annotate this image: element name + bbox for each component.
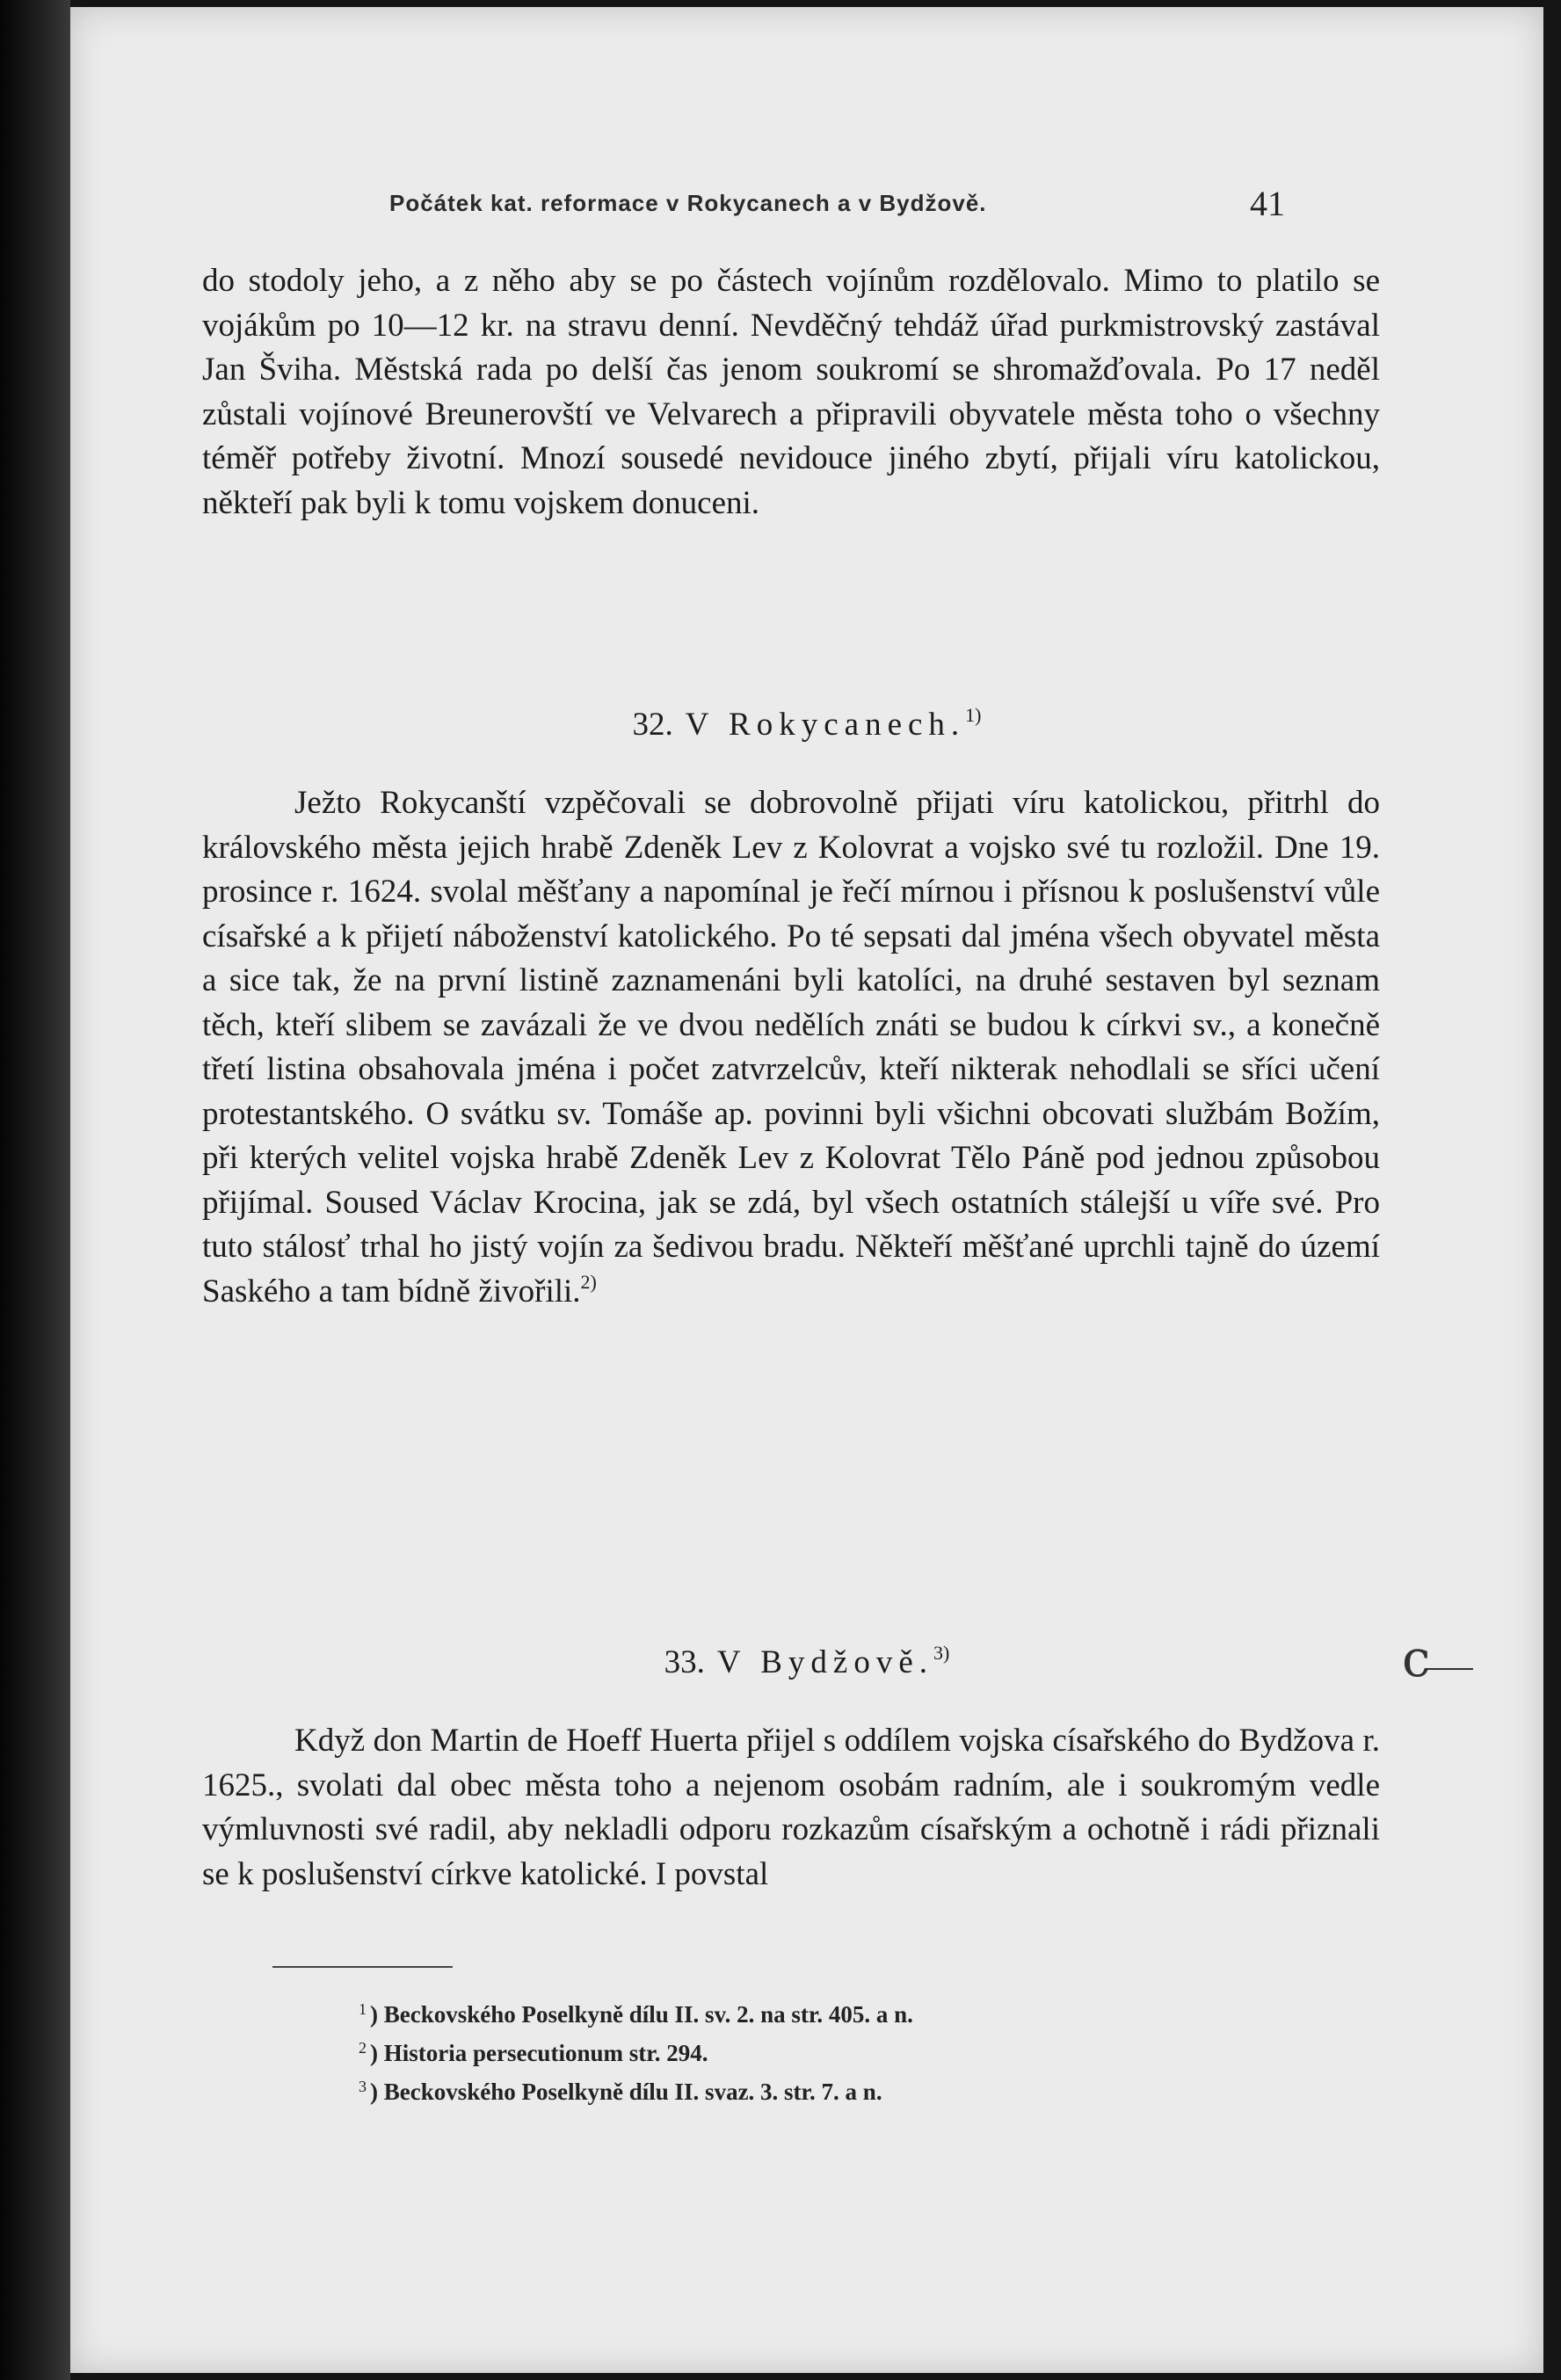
section-heading-33 bbox=[70, 1644, 1543, 1681]
running-title: Počátek kat. reformace v Rokycanech a v Bydžově. bbox=[389, 190, 987, 216]
section-number: 32. bbox=[632, 707, 673, 743]
section-title: V Rokycanech. bbox=[685, 707, 966, 743]
paragraph-block-2 bbox=[202, 781, 1380, 1314]
paragraph: Když don Martin de Hoeff Huerta přijel s oddílem vojska císařského do Bydžova r. 1625., svolati dal obec města toho a nejenom osobám radním, ale i soukromým vedle výmluvnosti své radil, aby nekladli odporu rozkazům císařským a ochotně i rádi přiznali se k poslušenství církve katolické. I povstal bbox=[202, 1723, 1380, 1892]
paragraph: do stodoly jeho, a z něho aby se po částech vojínům rozdělovalo. Mimo to platilo se vojákům po 10—12 kr. na stravu denní. Nevděčný tehdáž úřad purkmistrovský zastával Jan Šviha. Městská rada po delší čas jenom soukromí se shromažďovala. Po 17 neděl zůstali vojínové Breunerovští ve Velvarech a připravili obyvatele města toho o všechny téměř potřeby životní. Mnozí sousedé nevidouce jiného zbytí, přijali víru katolickou, někteří pak byli k tomu vojskem donuceni. bbox=[202, 263, 1380, 521]
handwritten-margin-mark-icon: c bbox=[1402, 1629, 1431, 1688]
section-title: V Bydžově. bbox=[716, 1644, 933, 1680]
paragraph: Ježto Rokycanští vzpěčovali se dobrovolně přijati víru katolickou, přitrhl do královského města jejich hrabě Zdeněk Lev z Kolovrat a vojsko své tu rozložil. Dne 19. prosince r. 1624. svolal měšťany a napomínal je řečí mírnou i přísnou k poslušenství vůle císařské a k přijetí náboženství katolického. Po té sepsati dal jména všech obyvatel města a sice tak, že na první listině zaznamenáni byli katolíci, na druhé sestaven byl seznam těch, kteří slibem se zavázali že ve dvou nedělích znáti se budou k církvi sv., a konečně třetí listina obsahovala jména i počet zatvrzelcův, kteří nikterak nehodlali se sříci učení protestantského. O svátku sv. Tomáše ap. povinni byli všichni obcovati službám Božím, při kterých velitel vojska hrabě Zdeněk Lev z Kolovrat Tělo Páně pod jednou způsobou přijímal. Soused Václav Krocina, jak se zdá, byl všech ostatních stálejší u víře své. Pro tuto stálosť trhal ho jistý vojín za šedivou bradu. Někteří měšťané uprchli tajně do území Saského a tam bídně živořili.$^{2)}$ bbox=[202, 785, 1380, 1310]
book-binding-edge bbox=[0, 0, 70, 2380]
paragraph-block-1 bbox=[202, 259, 1380, 526]
section-number: 33. bbox=[664, 1644, 705, 1680]
paragraph-block-3 bbox=[202, 1719, 1380, 1897]
book-page bbox=[70, 7, 1543, 2373]
section-heading-32 bbox=[70, 706, 1543, 744]
page-header bbox=[70, 183, 1543, 236]
footnote-2: $^2$ ) Historia persecutionum str. 294. bbox=[359, 2039, 708, 2066]
footnotes bbox=[359, 1990, 1325, 2106]
footnote-3: $^3$ ) Beckovského Poselkyně dílu II. svaz. 3. str. 7. a n. bbox=[359, 2078, 882, 2105]
page-number: 41 bbox=[1250, 184, 1285, 223]
footnote-divider bbox=[272, 1966, 453, 1968]
footnote-ref: 3) bbox=[933, 1642, 950, 1664]
footnote-ref: 1) bbox=[965, 704, 982, 726]
footnote-ref: 2) bbox=[580, 1270, 597, 1293]
footnote-1: $^1$ ) Beckovského Poselkyně dílu II. sv. 2. na str. 405. a n. bbox=[359, 2000, 913, 2028]
